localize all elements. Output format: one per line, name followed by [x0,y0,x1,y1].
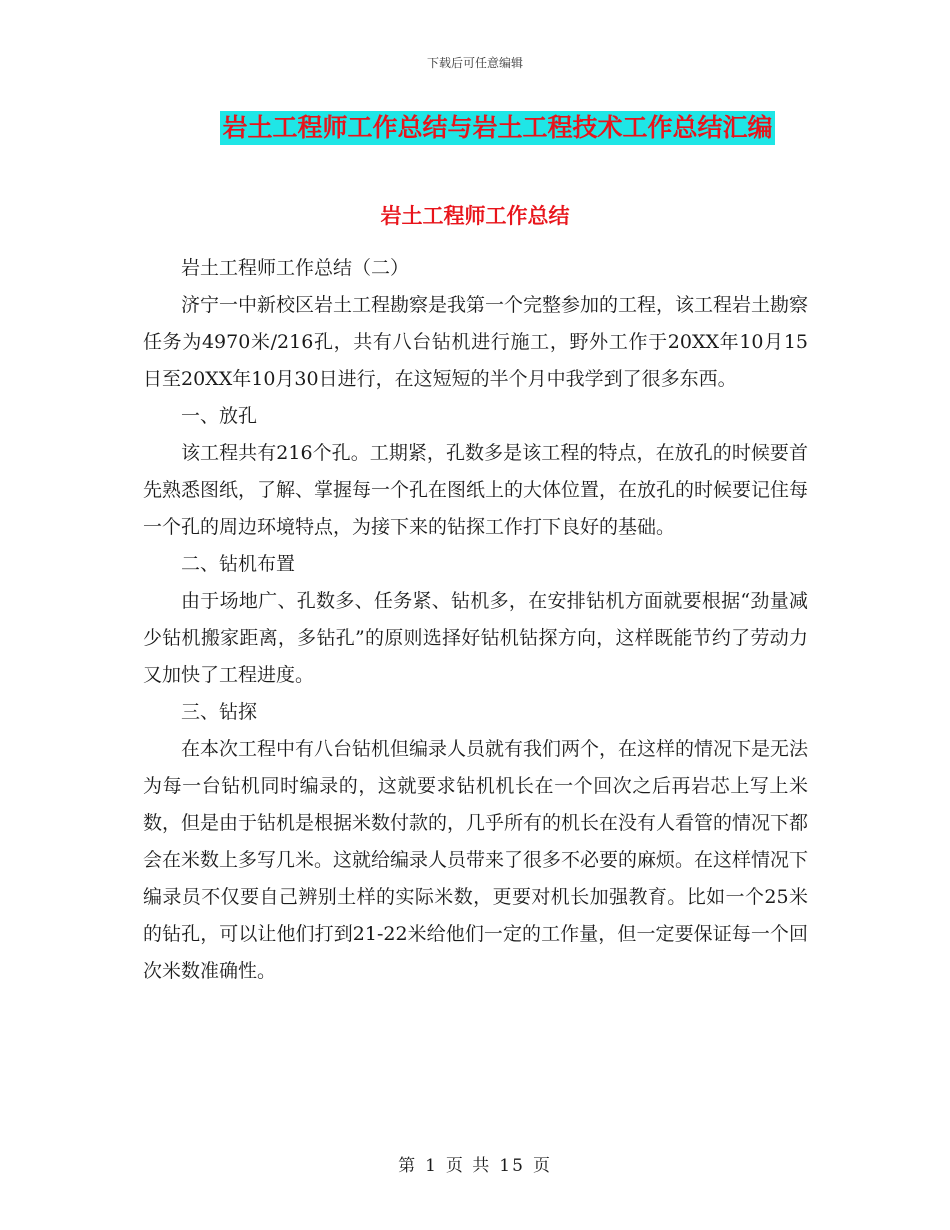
heading-fangkong: 一、放孔 [181,405,258,427]
page-header-note: 下载后可任意编辑 [426,56,523,70]
paragraph-fangkong: 该工程共有216个孔。工期紧，孔数多是该工程的特点，在放孔的时候要首先熟悉图纸，了解、掌握每一个孔在图纸上的大体位置，在放孔的时候要记住每一个孔的周边环境特点，为接下来的钻探工作打下良好的基础。 [143,442,809,538]
footer-middle: 页 共 [445,1156,492,1176]
footer-total-pages: 15 [499,1156,525,1176]
main-title-container [0,111,950,145]
heading-zuantan: 三、钻探 [181,701,258,723]
paragraph-zuantan: 在本次工程中有八台钻机但编录人员就有我们两个，在这样的情况下是无法为每一台钻机同时编录的，这就要求钻机机长在一个回次之后再岩芯上写上米数，但是由于钻机是根据米数付款的，几乎所有的机长在没有人看管的情况下都会在米数上多写几米。这就给编录人员带来了很多不必要的麻烦。在这样情况下编录员不仅要自己辨别土样的实际米数，更要对机长加强教育。比如一个25米的钻孔，可以让他们打到21-22米给他们一定的工作量，但一定要保证每一个回次米数准确性。 [143,738,809,982]
footer-prefix: 第 [398,1156,418,1176]
paragraph-subtitle: 岩土工程师工作总结（二） [181,257,410,279]
document-body [143,250,808,990]
heading-zuanji-buzhi: 二、钻机布置 [181,553,296,575]
footer-suffix: 页 [532,1156,552,1176]
section-title: 岩土工程师工作总结 [380,204,570,228]
paragraph-zuanji-buzhi: 由于场地广、孔数多、任务紧、钻机多，在安排钻机方面就要根据“劲量减少钻机搬家距离，多钻孔”的原则选择好钻机钻探方向，这样既能节约了劳动力又加快了工程进度。 [143,590,808,686]
page-footer [0,1151,950,1176]
main-title: 岩土工程师工作总结与岩土工程技术工作总结汇编 [220,111,774,145]
paragraph-intro: 济宁一中新校区岩土工程勘察是我第一个完整参加的工程，该工程岩土勘察任务为4970米/216孔，共有八台钻机进行施工，野外工作于20XX年10月15日至20XX年10月30日进行，在这短短的半个月中我学到了很多东西。 [143,294,809,390]
footer-page-number: 1 [425,1156,438,1176]
